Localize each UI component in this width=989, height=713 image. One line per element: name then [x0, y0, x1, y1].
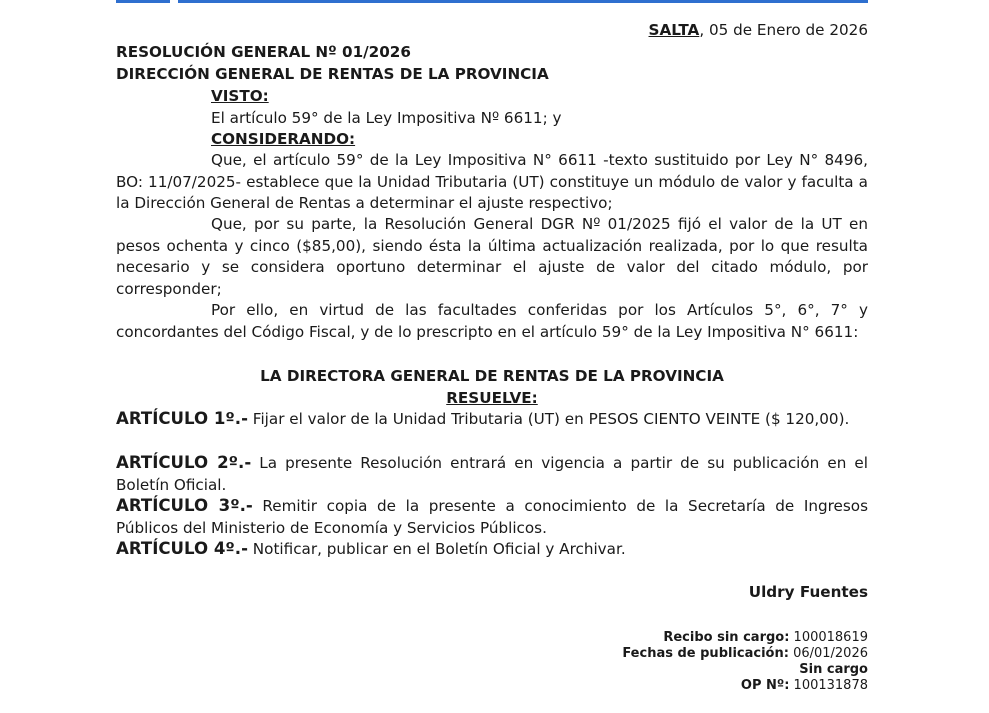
resolution-title: RESOLUCIÓN GENERAL Nº 01/2026	[116, 43, 411, 61]
no-charge-line	[799, 662, 868, 678]
agency-name: DIRECCIÓN GENERAL DE RENTAS DE LA PROVINCIA	[116, 65, 549, 83]
article-2-text: La presente Resolución entrará en vigencia a partir de su publicación en el Boletín Oficial.	[116, 454, 868, 494]
article-4-text: Notificar, publicar en el Boletín Oficial y Archivar.	[247, 540, 626, 558]
considerando-paragraph-3: Por ello, en virtud de las facultades conferidas por los Artículos 5°, 6°, 7° y concordantes del Código Fiscal, y de lo prescripto en el artículo 59° de la Ley Impositiva N° 6611:	[116, 301, 868, 341]
signatory-name: Uldry Fuentes	[748, 583, 868, 601]
receipt-label: Recibo sin cargo:	[663, 630, 790, 645]
receipt-value: 100018619	[789, 630, 868, 645]
visto-label: VISTO:	[211, 87, 269, 105]
date-text: , 05 de Enero de 2026	[699, 21, 868, 39]
resuelve-label: RESUELVE:	[446, 389, 538, 407]
no-charge-label: Sin cargo	[799, 662, 868, 677]
article-2	[116, 452, 868, 496]
considerando-paragraph-1: Que, el artículo 59° de la Ley Impositiva N° 6611 -texto sustituido por Ley N° 8496, BO: 11/07/2025- establece que la Unidad Tributaria (UT) constituye un módulo de valor y faculta a la Dirección General de Rentas a determinar el ajuste respectivo;	[116, 151, 868, 212]
article-3-text: Remitir copia de la presente a conocimiento de la Secretaría de Ingresos Públicos del Ministerio de Economía y Servicios Públicos.	[116, 497, 868, 537]
article-1-text: Fijar el valor de la Unidad Tributaria (UT) en PESOS CIENTO VEINTE ($ 120,00).	[247, 410, 850, 428]
city: SALTA	[648, 21, 700, 39]
visto-text: El artículo 59° de la Ley Impositiva Nº 6611; y	[211, 109, 562, 127]
article-1	[116, 408, 868, 431]
article-3	[116, 495, 868, 539]
op-number-line	[741, 678, 868, 694]
publication-dates-line	[622, 646, 868, 662]
article-4-label: ARTÍCULO 4º.-	[116, 539, 248, 558]
place-date	[649, 21, 868, 39]
publication-dates-label: Fechas de publicación:	[622, 646, 789, 661]
article-2-label: ARTÍCULO 2º.-	[116, 453, 252, 472]
article-4	[116, 538, 868, 561]
article-3-label: ARTÍCULO 3º.-	[116, 496, 253, 515]
article-1-label: ARTÍCULO 1º.-	[116, 409, 248, 428]
header-rule-left	[116, 0, 170, 3]
resolving-authority: LA DIRECTORA GENERAL DE RENTAS DE LA PROVINCIA	[260, 367, 724, 385]
op-value: 100131878	[789, 678, 868, 693]
considerando-label: CONSIDERANDO:	[211, 130, 356, 148]
publication-dates-value: 06/01/2026	[788, 646, 868, 661]
op-label: OP Nº:	[740, 678, 790, 693]
considerando-paragraph-2: Que, por su parte, la Resolución General DGR Nº 01/2025 fijó el valor de la UT en pesos ochenta y cinco ($85,00), siendo ésta la última actualización realizada, por lo que resulta necesario y se considera oportuno determinar el ajuste de valor del citado módulo, por corresponder;	[116, 215, 868, 298]
header-rule-right	[178, 0, 868, 3]
receipt-line	[663, 630, 868, 646]
